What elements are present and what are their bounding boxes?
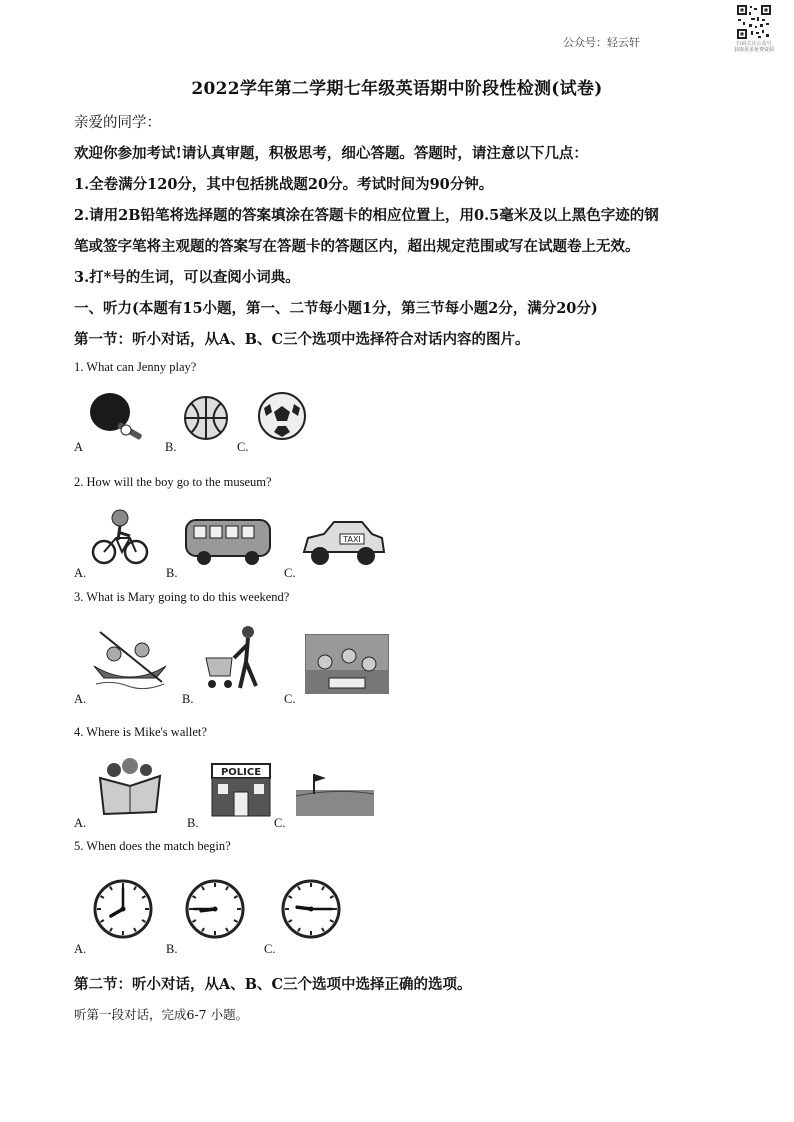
- q2-option-b[interactable]: B.: [166, 566, 178, 580]
- part-2-instruction: 第二节：听小对话，从A、B、C三个选项中选择正确的选项。: [74, 976, 472, 993]
- police-station-icon: [210, 762, 272, 818]
- basketball-icon: [182, 394, 230, 442]
- q5-option-c[interactable]: C.: [264, 942, 276, 956]
- q5-option-b[interactable]: B.: [166, 942, 178, 956]
- q1-option-b[interactable]: B.: [165, 440, 177, 454]
- police-sign: POLICE: [220, 767, 262, 778]
- page-title: 2022学年第二学期七年级英语期中阶段性检测(试卷): [191, 79, 603, 99]
- q1-option-c[interactable]: C.: [237, 440, 249, 454]
- q3-option-c[interactable]: C.: [284, 692, 296, 706]
- note-1: 1.全卷满分120分，其中包括挑战题20分。考试时间为90分钟。: [74, 176, 494, 193]
- greeting: 亲爱的同学：: [74, 115, 161, 131]
- clock-b-icon: [184, 878, 246, 940]
- shopping-icon: [202, 622, 272, 692]
- part-1-instruction: 第一节：听小对话，从A、B、C三个选项中选择符合对话内容的图片。: [74, 331, 530, 348]
- q4-option-a[interactable]: A.: [74, 816, 87, 830]
- bicycle-icon: [90, 508, 150, 566]
- question-1: 1. What can Jenny play?: [74, 360, 197, 374]
- question-4: 4. Where is Mike's wallet?: [74, 725, 207, 739]
- clock-a-icon: [92, 878, 154, 940]
- q4-option-c[interactable]: C.: [274, 816, 286, 830]
- boating-icon: [92, 622, 168, 692]
- q1-option-a[interactable]: A: [74, 440, 84, 454]
- qr-caption: [734, 41, 774, 53]
- section-heading: 一、听力(本题有15小题，第一、二节每小题1分，第三节每小题2分，满分20分): [74, 300, 598, 317]
- account-label: 公众号：轻云轩: [563, 36, 640, 49]
- question-2: 2. How will the boy go to the museum?: [74, 475, 272, 489]
- dialogue-1-instruction: 听第一段对话，完成6-7 小题。: [74, 1007, 249, 1022]
- ping-pong-paddle-icon: [86, 390, 156, 445]
- note-2-line-2: 笔或签字笔将主观题的答案写在答题卡的答题区内，超出规定范围或写在试题卷上无效。: [74, 238, 640, 255]
- clock-hub: [213, 907, 218, 912]
- note-3: 3.打*号的生词，可以查阅小词典。: [74, 269, 300, 286]
- clock-c-icon: [280, 878, 342, 940]
- question-5: 5. When does the match begin?: [74, 839, 231, 853]
- q3-option-b[interactable]: B.: [182, 692, 194, 706]
- q5-option-a[interactable]: A.: [74, 942, 87, 956]
- note-2-line-1: 2.请用2B铅笔将选择题的答案填涂在答题卡的相应位置上，用0.5毫米及以上黑色字迹的钢: [74, 207, 659, 224]
- qr-caption-line-2: 获取更多免费资源: [734, 47, 775, 53]
- qr-code: [736, 4, 772, 40]
- q3-option-a[interactable]: A.: [74, 692, 87, 706]
- clock-hub: [309, 907, 314, 912]
- taxi-sign: TAXI: [343, 535, 361, 544]
- q4-option-b[interactable]: B.: [187, 816, 199, 830]
- clock-hub: [121, 907, 126, 912]
- soccer-ball-icon: [256, 390, 308, 442]
- welcome-text: 欢迎你参加考试!请认真审题，积极思考，细心答题。答题时，请注意以下几点：: [74, 145, 588, 162]
- bus-icon: [184, 516, 274, 568]
- lost-and-found-box-icon: [94, 756, 166, 818]
- qr-caption-line-1: 扫码关注公众号: [736, 41, 772, 47]
- picnic-icon: [305, 634, 389, 694]
- taxi-icon: [300, 514, 386, 570]
- question-3: 3. What is Mary going to do this weekend?: [74, 590, 290, 604]
- q2-option-c[interactable]: C.: [284, 566, 296, 580]
- field-icon: [296, 770, 374, 818]
- q2-option-a[interactable]: A.: [74, 566, 87, 580]
